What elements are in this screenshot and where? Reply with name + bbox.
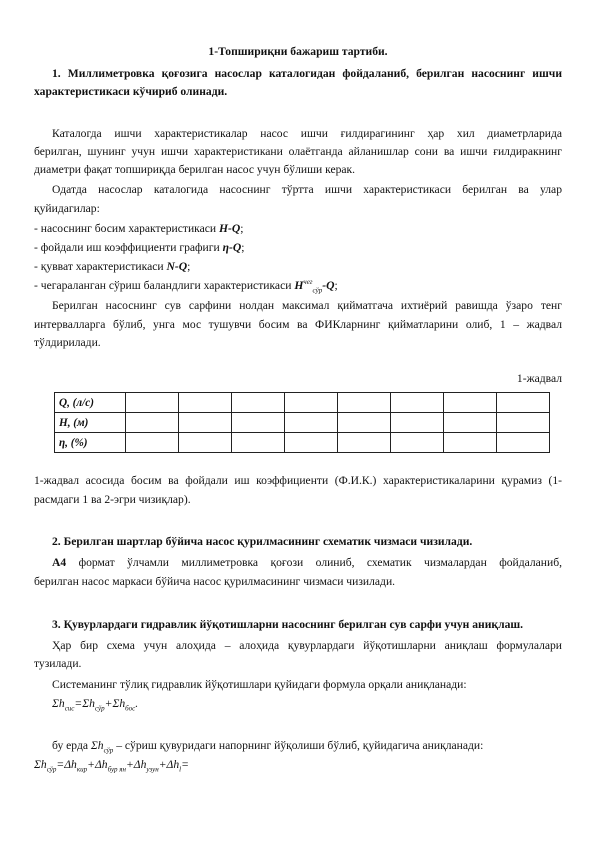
s1-paragraph1-line1: Каталогда ишчи характеристикалар насос ишчи ғилдирагининг ҳар хил диаметрларида [52,127,562,140]
table-cell [232,393,285,413]
table-cell [444,413,497,433]
table-row [55,433,550,453]
table-cell [232,413,285,433]
s2-paragraph-line1: А4 формат ўлчамли миллиметровка қоғози олиниб, схематик чизмалардан фойдаланиб, [52,556,562,569]
s1-paragraph1-line2: берилган, шунинг учун ишчи характеристикани олаётганда айланишлар сони ва ишчи ғилдиракнинг [34,145,562,158]
table-cell [126,433,179,453]
table-cell [179,393,232,413]
section2-heading: 2. Берилган шартлар бўйича насос қурилмасининг схематик чизмаси чизилади. [52,535,473,548]
table-cell [338,413,391,433]
list-item-efficiency-graph: - фойдали иш коэффициенти графиги η-Q; [34,241,245,254]
row-header-q: Q, (л/с) [55,393,126,413]
row-header-h: H, (м) [55,413,126,433]
table-cell [179,413,232,433]
list-item-power-characteristic: - қувват характеристикаси N-Q; [34,260,191,273]
table-cell [391,433,444,453]
s1-paragraph2-line1: Одатда насослар каталогида насоснинг тўртта ишчи характеристикаси берилган ва улар [52,183,562,196]
table-row [55,393,550,413]
s1-paragraph4-line2: расмдаги 1 ва 2-эгри чизиқлар). [34,493,191,506]
row-header-eta: η, (%) [55,433,126,453]
s1-paragraph2-line2: қуйидагилар: [34,202,100,215]
formula-total-losses: $\Sigma h_{сис}=\Sigma h_{сўр}+\Sigma h_{бос}$. [52,697,139,713]
s1-paragraph3-line1: Берилган насоснинг сув сарфини нолдан максимал қийматгача ихтиёрий равишда ўзаро тенг [52,299,562,312]
table-cell [444,433,497,453]
table-cell [126,413,179,433]
table-cell [285,433,338,453]
table-cell [497,413,550,433]
section1-heading-line2: характеристикаси кўчириб олинади. [34,85,228,98]
table-cell [285,393,338,413]
section1-heading-line1: 1. Миллиметровка қоғозига насослар каталогидан фойдаланиб, берилган насоснинг ишчи [52,67,562,80]
s1-paragraph3-line2: интервалларга бўлиб, унга мос тушувчи босим ва ФИКларнинг қийматларини олиб, 1 – жадвал [34,318,562,331]
table-cell [444,393,497,413]
s2-paragraph-line2: берилган насос маркаси бўйича насос қурилмасининг чизмаси чизилади. [34,575,396,588]
table-cell [391,413,444,433]
s3-paragraph3: бу ерда $\Sigma h_{сўр}$ – сўриш қувуридаги напорнинг йўқолиши бўлиб, қуйидагича аниқланади: [52,739,484,755]
data-table [54,392,550,453]
table-cell [497,393,550,413]
list-item-suction-height: - чегараланган сўриш баландлиги характеристикаси $H^{чег}_{сўр}-Q$; [34,278,338,295]
table-cell [338,433,391,453]
formula-suction-losses: $\Sigma h_{сўр}=\Delta h_{кир}+\Delta h_{бур ян}+\Delta h_{узун}+\Delta h_l=$ [34,758,189,774]
table-cell [126,393,179,413]
table-cell [497,433,550,453]
list-item-head-characteristic: - насоснинг босим характеристикаси H-Q; [34,222,244,235]
page-title: 1-Топшириқни бажариш тартиби. [208,45,388,58]
s3-paragraph1-line1: Ҳар бир схема учун алоҳида – алоҳида қувурлардаги йўқотишларни аниқлаш формулалари [52,639,562,652]
table-cell [338,393,391,413]
s1-paragraph1-line3: диаметри фақат топшириқда берилган насос учун бўлиши керак. [34,163,356,176]
s1-paragraph3-line3: тўлдирилади. [34,336,101,349]
table-caption: 1-жадвал [516,372,562,385]
table-cell [179,433,232,453]
section3-heading: 3. Қувурлардаги гидравлик йўқотишларни насоснинг берилган сув сарфи учун аниқлаш. [52,618,524,631]
s3-paragraph2: Системанинг тўлиқ гидравлик йўқотишлари қуйидаги формула орқали аниқланади: [52,678,467,691]
table-cell [232,433,285,453]
table-row [55,413,550,433]
table-cell [391,393,444,413]
table-cell [285,413,338,433]
s1-paragraph4-line1: 1-жадвал асосида босим ва фойдали иш коэффициенти (Ф.И.К.) характеристикаларини қурамиз (1- [34,474,562,487]
s3-paragraph1-line2: тузилади. [34,657,82,670]
